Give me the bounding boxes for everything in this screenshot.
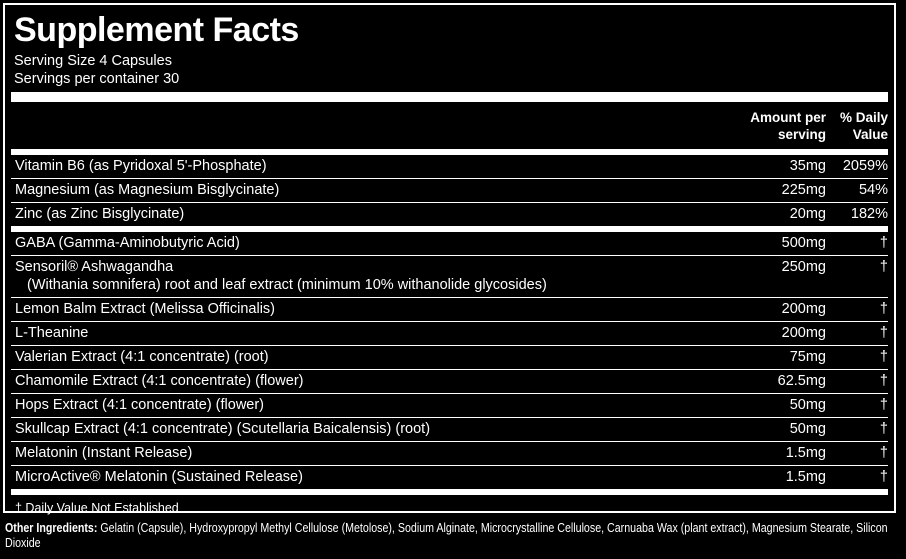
amount-header-line2: serving bbox=[777, 127, 826, 142]
ingredient-daily-value: † bbox=[879, 235, 888, 251]
ingredient-row bbox=[11, 322, 888, 345]
ingredient-sub-name: (Withania somnifera) root and leaf extract (minimum 10% withanolide glycosides) bbox=[27, 277, 547, 293]
ingredient-amount: 1.5mg bbox=[785, 445, 826, 461]
ingredient-daily-value: † bbox=[879, 397, 888, 413]
ingredient-daily-value: † bbox=[879, 301, 888, 317]
ingredient-row bbox=[11, 466, 888, 489]
daily-value-header bbox=[826, 109, 888, 143]
ingredient-amount: 200mg bbox=[781, 301, 826, 317]
column-headers bbox=[11, 102, 888, 149]
ingredient-amount: 225mg bbox=[781, 182, 826, 198]
ingredient-name: MicroActive® Melatonin (Sustained Release) bbox=[15, 469, 303, 485]
ingredient-name: Hops Extract (4:1 concentrate) (flower) bbox=[15, 397, 265, 413]
ingredient-name: Melatonin (Instant Release) bbox=[15, 445, 193, 461]
ingredient-daily-value: † bbox=[879, 445, 888, 461]
ingredient-daily-value: 54% bbox=[858, 182, 888, 198]
ingredient-daily-value: 182% bbox=[850, 206, 888, 222]
ingredient-row bbox=[11, 203, 888, 226]
ingredient-amount: 75mg bbox=[789, 349, 826, 365]
ingredient-daily-value: † bbox=[879, 325, 888, 341]
ingredient-row bbox=[11, 442, 888, 465]
separator-bar-thick bbox=[11, 92, 888, 102]
ingredient-row bbox=[11, 179, 888, 202]
other-ingredients bbox=[5, 521, 906, 551]
other-ingredients-label: Other Ingredients: bbox=[5, 521, 98, 535]
other-ingredients-text: Gelatin (Capsule), Hydroxypropyl Methyl Cellulose (Metolose), Sodium Alginate, Microcrystalline Cellulose, Carnuaba Wax (plant extract), Magnesium Stearate, Silicon Dioxide bbox=[5, 521, 888, 550]
ingredient-name: Vitamin B6 (as Pyridoxal 5'-Phosphate) bbox=[15, 158, 267, 174]
ingredient-amount: 62.5mg bbox=[777, 373, 826, 389]
ingredient-row bbox=[11, 298, 888, 321]
ingredient-daily-value: † bbox=[879, 469, 888, 485]
supplement-facts-panel bbox=[3, 3, 896, 513]
ingredient-name: Zinc (as Zinc Bisglycinate) bbox=[15, 206, 185, 222]
daily-value-header-line2: Value bbox=[852, 127, 888, 142]
ingredient-amount: 250mg bbox=[781, 259, 826, 275]
ingredient-row bbox=[11, 232, 888, 255]
ingredient-row bbox=[11, 370, 888, 393]
ingredient-daily-value: 2059% bbox=[842, 158, 888, 174]
ingredient-amount: 20mg bbox=[789, 206, 826, 222]
ingredient-name: Skullcap Extract (4:1 concentrate) (Scutellaria Baicalensis) (root) bbox=[15, 421, 431, 437]
serving-size: Serving Size 4 Capsules bbox=[14, 53, 172, 69]
amount-header-line1: Amount per bbox=[750, 110, 826, 125]
servings-per-container: Servings per container 30 bbox=[14, 71, 180, 87]
ingredient-rows bbox=[11, 155, 888, 495]
facts-title: Supplement Facts bbox=[14, 11, 299, 49]
ingredient-name: GABA (Gamma-Aminobutyric Acid) bbox=[15, 235, 240, 251]
footnote: † Daily Value Not Established bbox=[15, 501, 179, 515]
ingredient-name: Magnesium (as Magnesium Bisglycinate) bbox=[15, 182, 280, 198]
ingredient-name: Chamomile Extract (4:1 concentrate) (flower) bbox=[15, 373, 304, 389]
ingredient-daily-value: † bbox=[879, 259, 888, 275]
ingredient-amount: 50mg bbox=[789, 421, 826, 437]
ingredient-amount: 1.5mg bbox=[785, 469, 826, 485]
ingredient-name: Valerian Extract (4:1 concentrate) (root) bbox=[15, 349, 269, 365]
ingredient-row bbox=[11, 155, 888, 178]
ingredient-name: L-Theanine bbox=[15, 325, 89, 341]
ingredient-amount: 50mg bbox=[789, 397, 826, 413]
ingredient-name: Lemon Balm Extract (Melissa Officinalis) bbox=[15, 301, 276, 317]
ingredient-daily-value: † bbox=[879, 421, 888, 437]
daily-value-header-line1: % Daily bbox=[839, 110, 888, 125]
ingredient-row bbox=[11, 394, 888, 417]
ingredient-amount: 200mg bbox=[781, 325, 826, 341]
ingredient-name: Sensoril® Ashwagandha (Withania somnifera) root and leaf extract (minimum 10% withanolide glycosides) bbox=[15, 260, 746, 293]
ingredient-row bbox=[11, 418, 888, 441]
ingredient-amount: 35mg bbox=[789, 158, 826, 174]
ingredient-daily-value: † bbox=[879, 349, 888, 365]
ingredient-row bbox=[11, 346, 888, 369]
amount-header bbox=[716, 109, 826, 143]
ingredient-amount: 500mg bbox=[781, 235, 826, 251]
ingredient-daily-value: † bbox=[879, 373, 888, 389]
ingredient-row bbox=[11, 256, 888, 297]
